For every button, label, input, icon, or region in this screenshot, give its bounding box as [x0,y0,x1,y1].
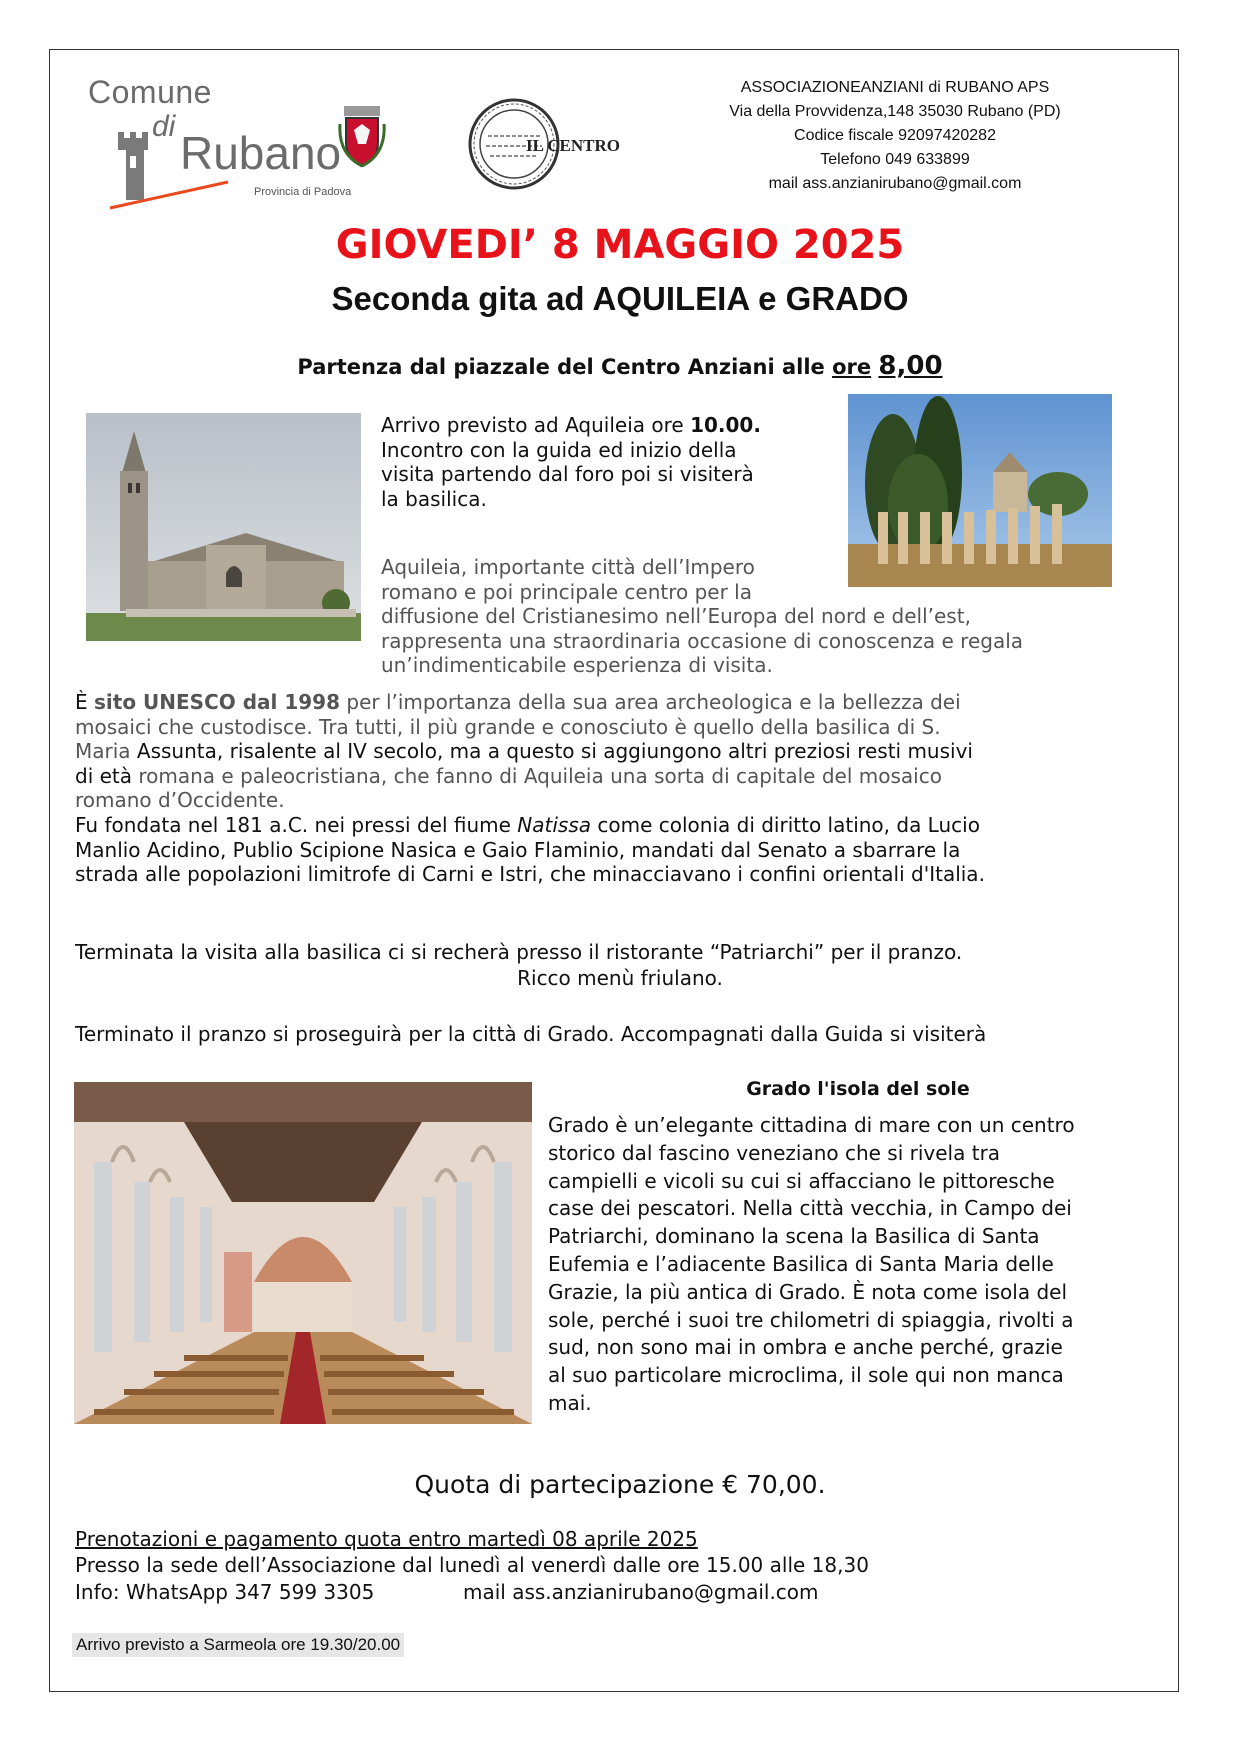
association-address: Via della Provvidenza,148 35030 Rubano (PD) [729,103,1061,120]
unesco-3b: Assunta, risalente al IV secolo, ma a questo si aggiungono altri preziosi resti musivi [136,739,973,764]
grado-title: Grado l'isola del sole [746,1078,970,1100]
grado-line: Eufemia e l’adiacente Basilica di Santa Maria delle [548,1251,1054,1276]
unesco-1c: per l’importanza della sua area archeologica e la bellezza dei [340,690,961,714]
desc-line-4: rappresenta una straordinaria occasione di conoscenza e regala [381,628,1024,653]
arrival-line-2: Incontro con la guida ed inizio della [381,437,737,462]
association-mail: mail ass.anzianirubano@gmail.com [768,175,1022,192]
office-hours: Presso la sede dell’Associazione dal lunedì al venerdì dalle ore 15.00 alle 18,30 [75,1553,869,1577]
history-line-2: Manlio Acidino, Publio Scipione Nasica e Gaio Flaminio, mandati dal Senato a sbarrare la [75,837,961,862]
grado-line: Grado è un’elegante cittadina di mare con un centro [548,1113,1075,1137]
comune-coat-of-arms-icon [338,104,386,168]
history-1c: come colonia di diritto latino, da Lucio [591,812,980,837]
grado-basilica-interior-photo [74,1082,532,1424]
event-date: GIOVEDI’ 8 MAGGIO 2025 [335,222,905,268]
event-subtitle: Seconda gita ad AQUILEIA e GRADO [331,280,909,317]
lunch-line-1: Terminata la visita alla basilica ci si recherà presso il ristorante “Patriarchi” per il pranzo. [75,940,963,964]
aquileia-arrival [381,413,841,511]
grado-line: storico dal fascino veneziano che si rivela tra [548,1140,1001,1165]
departure-time: 8,00 [878,351,943,381]
arrival-line-4: la basilica. [381,486,487,511]
lunch-line-2: Ricco menù friulano. [517,966,723,990]
lunch-line-3: Terminato il pranzo si proseguirà per la città di Grado. Accompagnati dalla Guida si visiterà [75,1022,987,1046]
history-line-3: strada alle popolazioni limitrofe di Carni e Istri, che minacciavano i confini orientali d'Italia. [75,862,985,887]
il-centro-stamp [466,96,636,192]
unesco-1a: È [75,690,94,714]
info-whatsapp: Info: WhatsApp 347 599 3305 [75,1580,375,1604]
departure-line [0,351,1240,381]
return-time: Arrivo previsto a Sarmeola ore 19.30/20.00 [72,1633,404,1657]
grado-line: campielli e vicoli su cui si affacciano le pittoresche [548,1168,1055,1193]
grado-line: mai. [548,1390,592,1415]
unesco-4b: romana e paleocristiana, che fanno di Aquileia una sorta di capitale del mosaico [138,763,942,788]
logo-rubano-text: Rubano [180,127,342,179]
desc-line-3: diffusione del Cristianesimo nell’Europa del nord e dell’est, [381,604,971,629]
desc-line-2: romano e poi principale centro per la [381,579,752,604]
association-fiscal-code: Codice fiscale 92097420282 [794,127,996,144]
arrival-prefix: Arrivo previsto ad Aquileia ore [381,413,691,437]
unesco-line-5: romano d’Occidente. [75,788,285,813]
departure-ore: ore [832,355,872,379]
history-1a: Fu fondata nel 181 a.C. nei pressi del fiume [75,812,518,837]
info-mail: mail ass.anzianirubano@gmail.com [463,1580,819,1604]
logo-comune-text: Comune [88,74,212,110]
arrival-line-3: visita partendo dal foro poi si visiterà [381,462,754,487]
desc-line-1: Aquileia, importante città dell’Impero [381,555,755,579]
il-centro-text: IL CENTRO [526,136,620,155]
unesco-3a: Maria [75,739,137,764]
grado-description [548,1112,1188,1418]
logo-provincia-text: Provincia di Padova [254,186,352,198]
unesco-line-2: mosaici che custodisce. Tra tutti, il più grande e conosciuto è quello della basilica di S. [75,714,941,739]
grado-line: sud, non sono mai in ombra e anche perché, grazie [548,1335,1063,1360]
grado-line: al suo particolare microclima, il sole qui non manca [548,1363,1064,1388]
departure-prefix: Partenza dal piazzale del Centro Anziani alle [297,355,833,379]
association-info [660,76,1130,196]
unesco-4a: di età [75,763,139,788]
aquileia-description [381,555,1161,678]
association-phone: Telefono 049 633899 [820,151,970,168]
aquileia-basilica-photo [86,413,361,641]
comune-logo [88,74,388,204]
aquileia-unesco [75,690,1175,887]
association-name: ASSOCIAZIONEANZIANI di RUBANO APS [740,79,1050,96]
participation-fee: Quota di partecipazione € 70,00. [414,1470,826,1499]
desc-line-5: un’indimenticabile esperienza di visita. [381,653,773,678]
grado-line: sole, perché i suoi tre chilometri di spiaggia, rivolti a [548,1307,1074,1332]
grado-line: Grazie, la più antica di Grado. È nota come isola del [548,1279,1068,1304]
unesco-1b: sito UNESCO dal 1998 [94,690,341,714]
history-1b: Natissa [517,812,592,837]
grado-line: case dei pescatori. Nella città vecchia, in Campo dei [548,1196,1072,1221]
booking-deadline: Prenotazioni e pagamento quota entro martedì 08 aprile 2025 [75,1527,698,1551]
logo-di-text: di [152,110,176,143]
grado-line: Patriarchi, dominano la scena la Basilica di Santa [548,1224,1040,1249]
arrival-time: 10.00. [690,413,761,437]
